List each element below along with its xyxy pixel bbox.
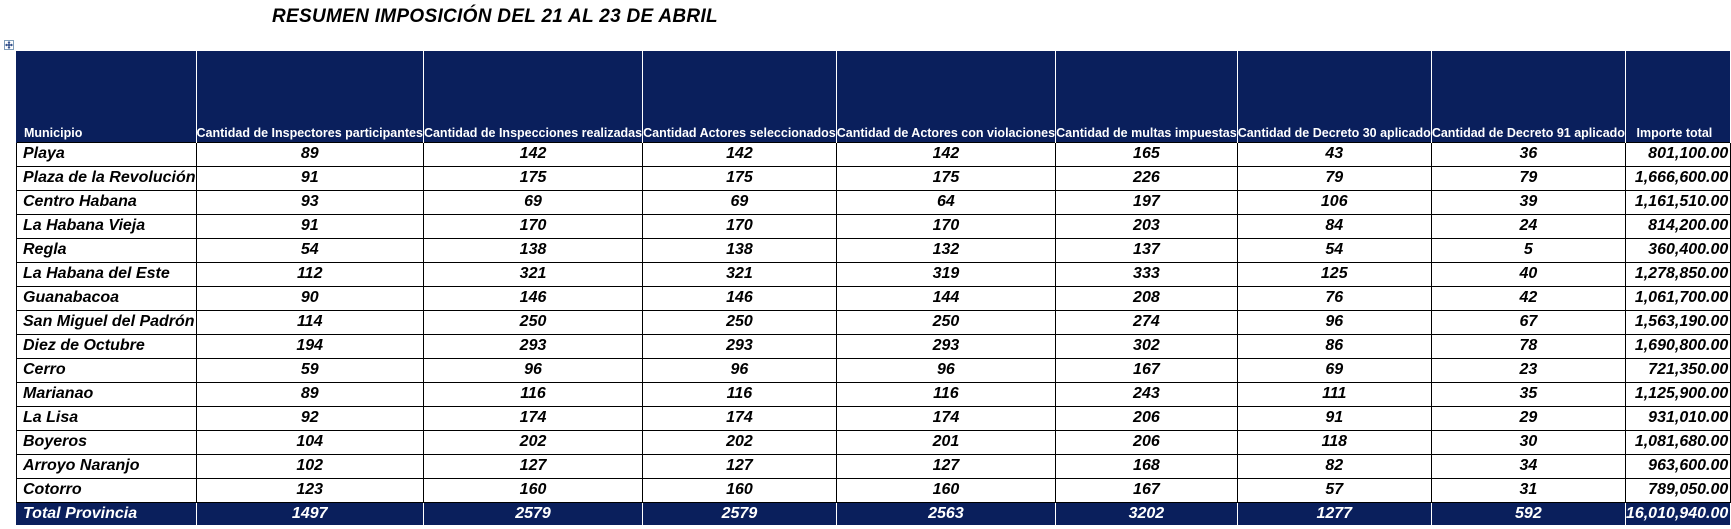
cell-multas: 206 — [1056, 406, 1238, 430]
col-header-decreto91: Cantidad de Decreto 91 aplicado — [1431, 51, 1625, 142]
cell-decreto91: 39 — [1431, 190, 1625, 214]
total-multas: 3202 — [1056, 502, 1238, 525]
cell-inspecciones: 174 — [423, 406, 642, 430]
table-row — [17, 286, 1731, 310]
cell-multas: 302 — [1056, 334, 1238, 358]
cell-actores: 175 — [643, 166, 837, 190]
cell-actores: 69 — [643, 190, 837, 214]
cell-multas: 165 — [1056, 142, 1238, 166]
cell-municipio: Plaza de la Revolución — [17, 166, 197, 190]
cell-inspectores: 54 — [196, 238, 423, 262]
cell-decreto91: 5 — [1431, 238, 1625, 262]
cell-decreto91: 42 — [1431, 286, 1625, 310]
cell-decreto30: 91 — [1237, 406, 1431, 430]
cell-inspectores: 89 — [196, 382, 423, 406]
cell-actores: 96 — [643, 358, 837, 382]
col-header-actores: Cantidad Actores seleccionados — [643, 51, 837, 142]
table-row — [17, 478, 1731, 502]
cell-multas: 333 — [1056, 262, 1238, 286]
cell-violaciones: 96 — [836, 358, 1055, 382]
total-label: Total Provincia — [17, 502, 197, 525]
cell-multas: 167 — [1056, 358, 1238, 382]
cell-multas: 197 — [1056, 190, 1238, 214]
cell-actores: 138 — [643, 238, 837, 262]
table-row — [17, 142, 1731, 166]
cell-violaciones: 250 — [836, 310, 1055, 334]
cell-inspectores: 102 — [196, 454, 423, 478]
cell-municipio: Cerro — [17, 358, 197, 382]
total-importe: 16,010,940.00 — [1625, 502, 1730, 525]
cell-decreto91: 79 — [1431, 166, 1625, 190]
cell-actores: 146 — [643, 286, 837, 310]
cell-importe: 360,400.00 — [1625, 238, 1730, 262]
cell-inspecciones: 116 — [423, 382, 642, 406]
table-row — [17, 166, 1731, 190]
cell-importe: 814,200.00 — [1625, 214, 1730, 238]
cell-importe: 1,278,850.00 — [1625, 262, 1730, 286]
cell-violaciones: 142 — [836, 142, 1055, 166]
cell-violaciones: 160 — [836, 478, 1055, 502]
cell-violaciones: 319 — [836, 262, 1055, 286]
cell-municipio: Diez de Octubre — [17, 334, 197, 358]
cell-inspecciones: 127 — [423, 454, 642, 478]
col-header-municipio: Municipio — [17, 51, 197, 142]
cell-municipio: La Habana del Este — [17, 262, 197, 286]
cell-multas: 226 — [1056, 166, 1238, 190]
cell-inspecciones: 321 — [423, 262, 642, 286]
cell-inspecciones: 202 — [423, 430, 642, 454]
cell-municipio: San Miguel del Padrón — [17, 310, 197, 334]
cell-importe: 721,350.00 — [1625, 358, 1730, 382]
cell-inspecciones: 138 — [423, 238, 642, 262]
cell-importe: 963,600.00 — [1625, 454, 1730, 478]
cell-decreto30: 111 — [1237, 382, 1431, 406]
cell-inspectores: 59 — [196, 358, 423, 382]
cell-inspectores: 104 — [196, 430, 423, 454]
total-violaciones: 2563 — [836, 502, 1055, 525]
table-row — [17, 214, 1731, 238]
cell-municipio: Playa — [17, 142, 197, 166]
cell-decreto30: 82 — [1237, 454, 1431, 478]
cell-inspectores: 89 — [196, 142, 423, 166]
cell-decreto91: 35 — [1431, 382, 1625, 406]
cell-decreto30: 76 — [1237, 286, 1431, 310]
cell-multas: 274 — [1056, 310, 1238, 334]
document-title: RESUMEN IMPOSICIÓN DEL 21 AL 23 DE ABRIL — [272, 6, 718, 27]
cell-multas: 203 — [1056, 214, 1238, 238]
col-header-inspecciones: Cantidad de Inspecciones realizadas — [423, 51, 642, 142]
table-row — [17, 334, 1731, 358]
cell-actores: 142 — [643, 142, 837, 166]
cell-decreto30: 118 — [1237, 430, 1431, 454]
cell-multas: 208 — [1056, 286, 1238, 310]
cell-actores: 174 — [643, 406, 837, 430]
cell-decreto30: 43 — [1237, 142, 1431, 166]
cell-multas: 137 — [1056, 238, 1238, 262]
cell-importe: 1,563,190.00 — [1625, 310, 1730, 334]
cell-multas: 206 — [1056, 430, 1238, 454]
cell-decreto91: 78 — [1431, 334, 1625, 358]
cell-municipio: Arroyo Naranjo — [17, 454, 197, 478]
cell-decreto91: 36 — [1431, 142, 1625, 166]
cell-inspecciones: 69 — [423, 190, 642, 214]
cell-multas: 167 — [1056, 478, 1238, 502]
cell-decreto91: 30 — [1431, 430, 1625, 454]
cell-importe: 1,125,900.00 — [1625, 382, 1730, 406]
cell-actores: 293 — [643, 334, 837, 358]
cell-municipio: La Habana Vieja — [17, 214, 197, 238]
cell-actores: 170 — [643, 214, 837, 238]
table-row — [17, 430, 1731, 454]
cell-inspectores: 114 — [196, 310, 423, 334]
cell-actores: 202 — [643, 430, 837, 454]
cell-inspectores: 93 — [196, 190, 423, 214]
cell-inspectores: 194 — [196, 334, 423, 358]
cell-violaciones: 64 — [836, 190, 1055, 214]
cell-violaciones: 170 — [836, 214, 1055, 238]
cell-decreto91: 24 — [1431, 214, 1625, 238]
table-row — [17, 310, 1731, 334]
cell-decreto30: 84 — [1237, 214, 1431, 238]
table-row — [17, 406, 1731, 430]
cell-violaciones: 144 — [836, 286, 1055, 310]
cell-actores: 127 — [643, 454, 837, 478]
table-row — [17, 262, 1731, 286]
cell-inspecciones: 175 — [423, 166, 642, 190]
cell-actores: 160 — [643, 478, 837, 502]
cell-decreto30: 57 — [1237, 478, 1431, 502]
cell-importe: 1,161,510.00 — [1625, 190, 1730, 214]
total-actores: 2579 — [643, 502, 837, 525]
table-move-handle-icon[interactable] — [4, 40, 14, 50]
cell-decreto30: 125 — [1237, 262, 1431, 286]
col-header-inspectores: Cantidad de Inspectores participantes — [196, 51, 423, 142]
cell-inspectores: 92 — [196, 406, 423, 430]
cell-inspectores: 112 — [196, 262, 423, 286]
cell-municipio: La Lisa — [17, 406, 197, 430]
cell-violaciones: 293 — [836, 334, 1055, 358]
cell-violaciones: 174 — [836, 406, 1055, 430]
cell-decreto30: 69 — [1237, 358, 1431, 382]
col-header-violaciones: Cantidad de Actores con violaciones — [836, 51, 1055, 142]
table-row — [17, 358, 1731, 382]
cell-importe: 1,690,800.00 — [1625, 334, 1730, 358]
cell-municipio: Regla — [17, 238, 197, 262]
cell-inspecciones: 142 — [423, 142, 642, 166]
cell-violaciones: 132 — [836, 238, 1055, 262]
cell-violaciones: 175 — [836, 166, 1055, 190]
cell-inspecciones: 170 — [423, 214, 642, 238]
cell-inspecciones: 250 — [423, 310, 642, 334]
table-row — [17, 190, 1731, 214]
cell-decreto91: 29 — [1431, 406, 1625, 430]
total-row — [17, 502, 1731, 525]
cell-multas: 168 — [1056, 454, 1238, 478]
cell-violaciones: 116 — [836, 382, 1055, 406]
cell-inspectores: 123 — [196, 478, 423, 502]
cell-decreto91: 67 — [1431, 310, 1625, 334]
total-inspecciones: 2579 — [423, 502, 642, 525]
cell-decreto91: 31 — [1431, 478, 1625, 502]
header-row — [17, 51, 1731, 142]
cell-inspecciones: 96 — [423, 358, 642, 382]
col-header-multas: Cantidad de multas impuestas — [1056, 51, 1238, 142]
cell-decreto91: 40 — [1431, 262, 1625, 286]
table-row — [17, 382, 1731, 406]
cell-actores: 321 — [643, 262, 837, 286]
cell-inspecciones: 146 — [423, 286, 642, 310]
cell-decreto30: 54 — [1237, 238, 1431, 262]
table-row — [17, 238, 1731, 262]
total-decreto30: 1277 — [1237, 502, 1431, 525]
cell-decreto30: 86 — [1237, 334, 1431, 358]
summary-table — [16, 51, 1731, 525]
col-header-importe: Importe total — [1625, 51, 1730, 142]
cell-municipio: Cotorro — [17, 478, 197, 502]
cell-actores: 250 — [643, 310, 837, 334]
cell-decreto91: 23 — [1431, 358, 1625, 382]
cell-inspecciones: 160 — [423, 478, 642, 502]
cell-importe: 801,100.00 — [1625, 142, 1730, 166]
cell-violaciones: 127 — [836, 454, 1055, 478]
cell-municipio: Centro Habana — [17, 190, 197, 214]
cell-inspectores: 90 — [196, 286, 423, 310]
cell-importe: 789,050.00 — [1625, 478, 1730, 502]
cell-importe: 1,061,700.00 — [1625, 286, 1730, 310]
cell-importe: 1,081,680.00 — [1625, 430, 1730, 454]
cell-inspecciones: 293 — [423, 334, 642, 358]
cell-importe: 931,010.00 — [1625, 406, 1730, 430]
cell-decreto30: 96 — [1237, 310, 1431, 334]
total-inspectores: 1497 — [196, 502, 423, 525]
cell-inspectores: 91 — [196, 166, 423, 190]
cell-municipio: Boyeros — [17, 430, 197, 454]
cell-violaciones: 201 — [836, 430, 1055, 454]
table-row — [17, 454, 1731, 478]
cell-multas: 243 — [1056, 382, 1238, 406]
cell-importe: 1,666,600.00 — [1625, 166, 1730, 190]
total-decreto91: 592 — [1431, 502, 1625, 525]
cell-inspectores: 91 — [196, 214, 423, 238]
cell-actores: 116 — [643, 382, 837, 406]
cell-decreto91: 34 — [1431, 454, 1625, 478]
cell-municipio: Marianao — [17, 382, 197, 406]
cell-decreto30: 79 — [1237, 166, 1431, 190]
cell-decreto30: 106 — [1237, 190, 1431, 214]
cell-municipio: Guanabacoa — [17, 286, 197, 310]
col-header-decreto30: Cantidad de Decreto 30 aplicado — [1237, 51, 1431, 142]
